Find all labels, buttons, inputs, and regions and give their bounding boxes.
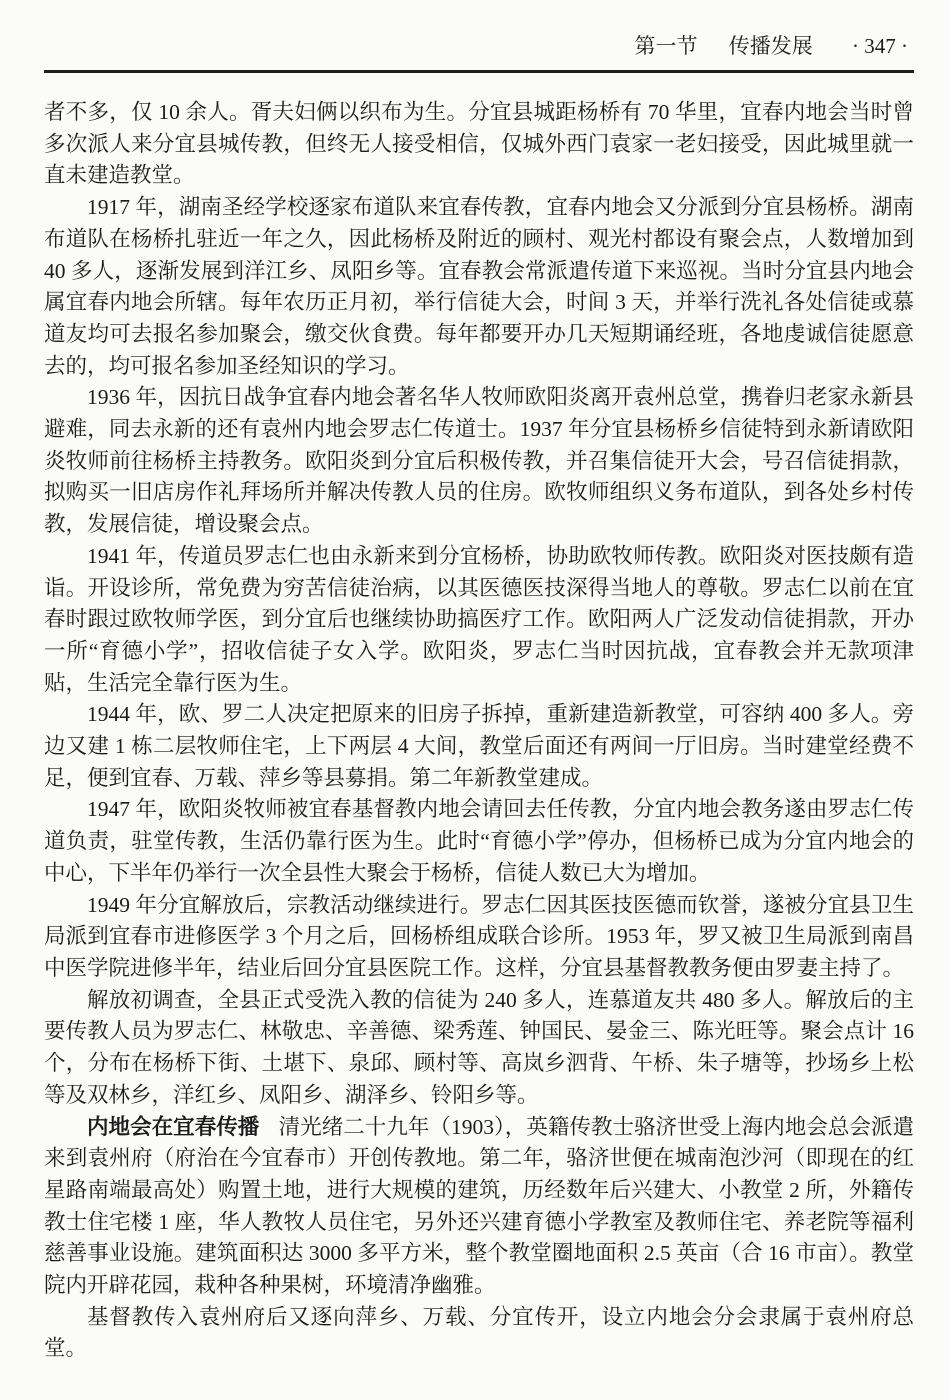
- paragraph: 基督教传入袁州府后又逐向萍乡、万载、分宜传开，设立内地会分会隶属于袁州府总堂。: [44, 1304, 914, 1361]
- page-header: [44, 30, 914, 60]
- paragraph: 1941 年，传道员罗志仁也由永新来到分宜杨桥，协助欧牧师传教。欧阳炎对医技颇有造诣。开设诊所，常免费为穷苦信徒治病，以其医德医技深得当地人的尊敬。罗志仁以前在宜春时跟过欧牧师学医，到分宜后也继续协助搞医疗工作。欧阳两人广泛发动信徒捐款，开办一所“育德小学”，招收信徒子女入学。欧阳炎，罗志仁当时因抗战，宜春教会并无款项津贴，生活完全靠行医为生。: [44, 543, 914, 695]
- paragraph: 1936 年，因抗日战争宜春内地会著名华人牧师欧阳炎离开袁州总堂，携眷归老家永新县避难，同去永新的还有袁州内地会罗志仁传道士。1937 年分宜县杨桥乡信徒特到永新请欧阳炎牧师前往杨桥主持教务。欧阳炎到分宜后积极传教，并召集信徒开大会，号召信徒捐款，拟购买一旧店房作礼拜场所并解决传教人员的住房。欧牧师组织义务布道队，到各处乡村传教，发展信徒，增设聚会点。: [44, 385, 914, 537]
- paragraph-text: 清光绪二十九年（1903），英籍传教士骆济世受上海内地会总会派遣来到袁州府（府治在今宜春市）开创传教地。第二年，骆济世便在城南泡沙河（即现在的红星路南端最高处）购置土地，进行大规模的建筑，历经数年后兴建大、小教堂 2 所，外籍传教士住宅楼 1 座，华人教牧人员住宅，另外还兴建育德小学教室及教师住宅、养老院等福利慈善事业设施。建筑面积达 3000 多平方米，整个教堂圈地面积 2.5 英亩（合 16 市亩）。教堂院内开辟花园，栽种各种果树，环境清净幽雅。: [44, 1114, 914, 1298]
- paragraph: 者不多，仅 10 余人。胥夫妇俩以织布为生。分宜县城距杨桥有 70 华里，宜春内地会当时曾多次派人来分宜县城传教，但终无人接受相信，仅城外西门袁家一老妇接受，因此城里就一直未建造教堂。: [44, 100, 914, 188]
- paragraph: 1944 年，欧、罗二人决定把原来的旧房子拆掉，重新建造新教堂，可容纳 400 多人。旁边又建 1 栋二层牧师住宅，上下两层 4 大间，教堂后面还有两间一厅旧房。当时建堂经费不足，便到宜春、万载、萍乡等县募捐。第二年新教堂建成。: [44, 702, 914, 790]
- subsection-lead: 内地会在宜春传播: [87, 1114, 260, 1139]
- section-number: 第一节: [634, 34, 698, 58]
- paragraph: 解放初调查，全县正式受洗入教的信徒为 240 多人，连慕道友共 480 多人。解放后的主要传教人员为罗志仁、林敬忠、辛善德、梁秀莲、钟国民、晏金三、陈光旺等。聚会点计 16 个，分布在杨桥下街、土堪下、泉邱、顾村等、高岚乡泗背、午桥、朱子塘等，抄场乡上松等及双林乡，洋红乡、凤阳乡、湖泽乡、铃阳乡等。: [44, 987, 914, 1107]
- document-body: [44, 97, 914, 1365]
- paragraph: 1949 年分宜解放后，宗教活动继续进行。罗志仁因其医技医德而钦誉，遂被分宜县卫生局派到宜春市进修医学 3 个月之后，回杨桥组成联合诊所。1953 年，罗又被卫生局派到南昌中医学院进修半年，结业后回分宜县医院工作。这样，分宜县基督教教务便由罗妻主持了。: [44, 892, 914, 980]
- paragraph: [44, 1112, 914, 1302]
- header-rule: [44, 70, 914, 73]
- section-title: 传播发展: [728, 34, 813, 58]
- paragraph: 1917 年，湖南圣经学校逐家布道队来宜春传教，宜春内地会又分派到分宜县杨桥。湖南布道队在杨桥扎驻近一年之久，因此杨桥及附近的顾村、观光村都设有聚会点，人数增加到 40 多人，逐渐发展到洋江乡、凤阳乡等。宜春教会常派遣传道下来巡视。当时分宜县内地会属宜春内地会所辖。每年农历正月初，举行信徒大会，时间 3 天，并举行洗礼各处信徒或慕道友均可去报名参加聚会，缴交伙食费。每年都要开办几天短期诵经班，各地虔诚信徒愿意去的，均可报名参加圣经知识的学习。: [44, 195, 914, 378]
- page-number: · 347 ·: [852, 34, 908, 58]
- paragraph: 1947 年，欧阳炎牧师被宜春基督教内地会请回去任传教，分宜内地会教务遂由罗志仁传道负责，驻堂传教，生活仍靠行医为生。此时“育德小学”停办，但杨桥已成为分宜内地会的中心，下半年仍举行一次全县性大聚会于杨桥，信徒人数已大为增加。: [44, 797, 914, 885]
